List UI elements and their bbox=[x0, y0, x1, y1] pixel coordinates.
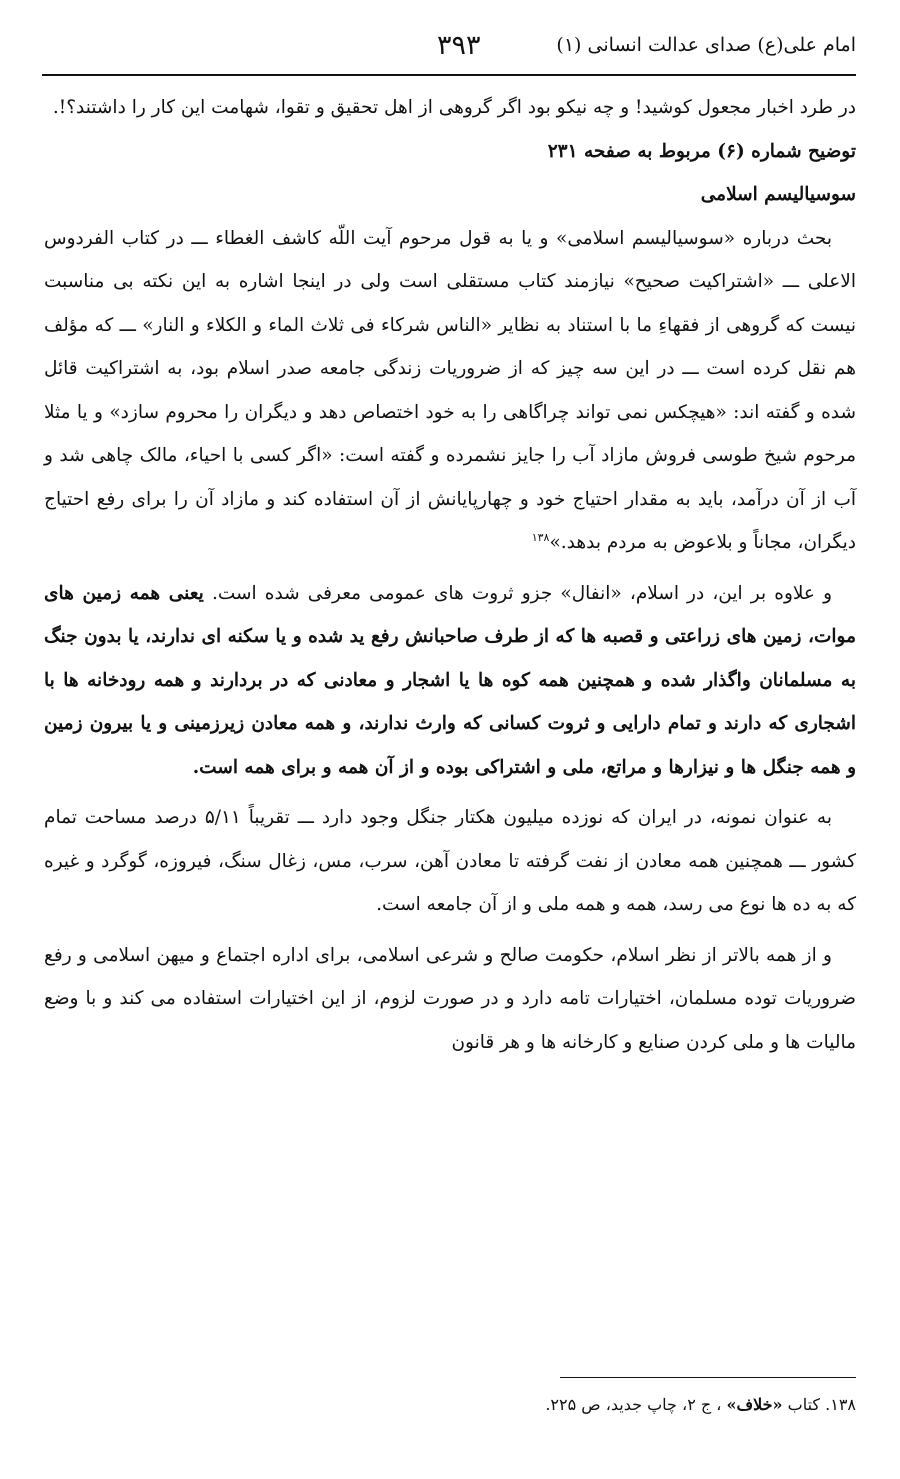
paragraph-socialism bbox=[44, 217, 856, 565]
footnote-marker: ۱۳۸ bbox=[531, 530, 550, 544]
running-head bbox=[42, 30, 856, 70]
page-number: ۳۹۳ bbox=[437, 30, 481, 61]
paragraph-gap bbox=[44, 565, 856, 572]
footnote-number: ۱۳۸. bbox=[825, 1395, 856, 1414]
paragraph-government: و از همه بالاتر از نظر اسلام، حکومت صالح و شرعی اسلامی، برای اداره اجتماع و میهن اسلامی و رفع ضروریات توده مسلمان، اختیارات تامه دارد و در صورت لزوم، از این اختیارات استفاده می کند و با وضع مالیات ها و ملی کردن صنایع و کارخانه ها و هر قانون bbox=[44, 944, 856, 1053]
note-heading: توضیح شماره (۶) مربوط به صفحه ۲۳۱ bbox=[547, 140, 856, 162]
paragraph-anfal-lead: و علاوه بر این، در اسلام، «انفال» جزو ثروت های عمومی معرفی شده است. bbox=[203, 582, 832, 604]
paragraph-anfal bbox=[44, 572, 856, 790]
header-rule bbox=[42, 74, 856, 76]
footnote bbox=[44, 1392, 856, 1418]
footnote-text-after: ، ج ۲، چاپ جدید، ص ۲۲۵. bbox=[545, 1395, 727, 1414]
footnote-text-before: کتاب bbox=[782, 1395, 826, 1414]
footnote-book-title: «خلاف» bbox=[726, 1395, 783, 1414]
footnote-rule bbox=[560, 1377, 856, 1378]
paragraph-iran-example: به عنوان نمونه، در ایران که نوزده میلیون هکتار جنگل وجود دارد ـــ تقریباً ۵/۱۱ درصد مساحت تمام کشور ـــ همچنین همه معادن از نفت گرفته تا معادن آهن، سرب، مس، زغال سنگ، فیروزه، گوگرد و غیره که به ده ها نوع می رسد، همه و همه ملی و از آن جامعه است. bbox=[44, 807, 856, 915]
paragraph-socialism-text: بحث درباره «سوسیالیسم اسلامی» و یا به قول مرحوم آیت اللّه کاشف الغطاء ـــ در کتاب الفردوس الاعلی ـــ «اشتراکیت صحیح» نیازمند کتاب مستقلی است ولی در اینجا اشاره به این نکته بی مناسبت نیست که گروهی از فقهاءِ ما با استناد به نظایر «الناس شرکاء فی ثلاث الماء و الکلاء و النار» ـــ که مؤلف هم نقل کرده است ـــ در این سه چیز که از ضروریات زندگی جامعه صدر اسلام بود، به اشتراکیت قائل شده و گفته اند: «هیچکس نمی تواند چراگاهی را به خود اختصاص دهد و دیگران را محروم سازد» و یا مثلا مرحوم شیخ طوسی فروش مازاد آب را جایز نشمرده و گفته است: «اگر کسی با احیاء، مالک چاهی شد و آب از آن درآمد، باید به مقدار احتیاج خود و چهارپایانش از آن استفاده کند و مازاد آن را برای رفع احتیاج دیگران، مجاناً و بلاعوض به مردم بدهد.» bbox=[44, 227, 856, 553]
paragraph-continuation: در طرد اخبار مجعول کوشید! و چه نیکو بود اگر گروهی از اهل تحقیق و تقوا، شهامت این کار را داشتند؟!. bbox=[52, 97, 856, 118]
running-title: امام علی(ع) صدای عدالت انسانی (۱) bbox=[556, 34, 856, 56]
body-text bbox=[44, 86, 856, 1064]
paragraph-gap bbox=[44, 927, 856, 934]
section-heading: سوسیالیسم اسلامی bbox=[700, 184, 856, 205]
paragraph-gap bbox=[44, 789, 856, 796]
paragraph-anfal-bold: یعنی همه زمین های موات، زمین های زراعتی و قصبه ها که از طرف صاحبانش رفع ید شده و یا سکنه ای ندارند، یا بدون جنگ به مسلمانان واگذار شده و همچنین همه کوه ها یا اشجار و معادنی که در بردارند و همه رودخانه ها با اشجاری که دارند و تمام دارایی و ثروت کسانی که وارث ندارند، و همه معادن زیرزمینی و یا بیرون زمین و همه جنگل ها و نیزارها و مراتع، ملی و اشتراکی بوده و از آن همه و برای همه است. bbox=[44, 582, 856, 778]
